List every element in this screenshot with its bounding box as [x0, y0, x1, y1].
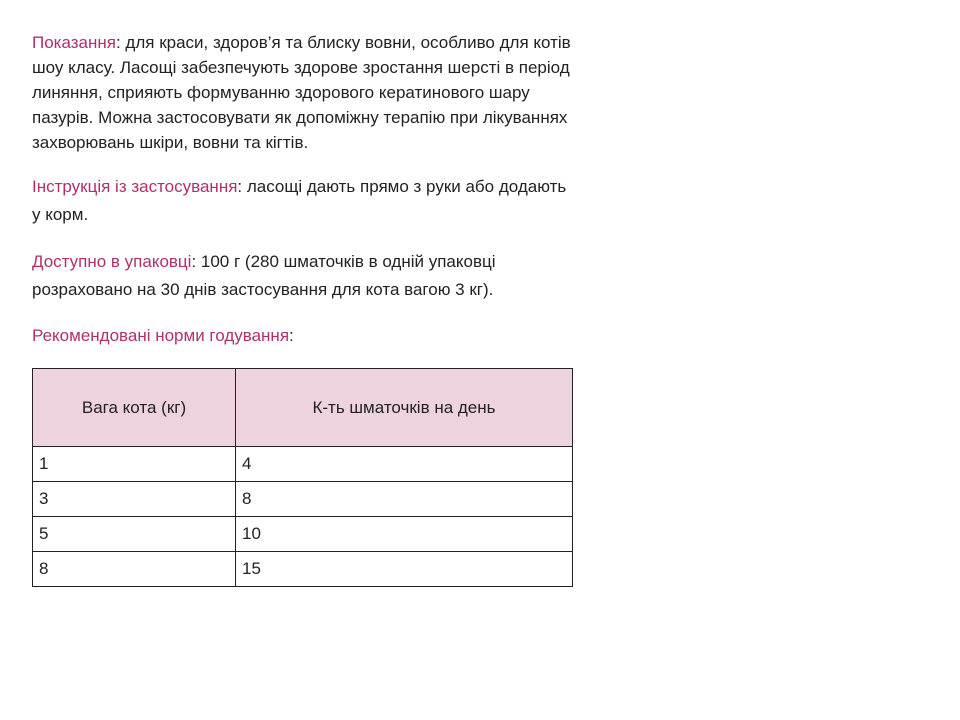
feeding-table [32, 368, 573, 587]
cell-weight: 8 [33, 552, 236, 587]
feeding-norms-label: Рекомендовані норми годування [32, 326, 290, 345]
cell-weight: 1 [33, 447, 236, 482]
product-description [32, 30, 577, 587]
table-row [33, 482, 573, 517]
package-text: : 100 г (280 шматочків в одній упаковці розраховано на 30 днів застосування для кота вагою 3 кг). [32, 252, 496, 299]
table-header-row [33, 369, 573, 447]
cell-weight: 5 [33, 517, 236, 552]
package-label: Доступно в упаковці [32, 252, 192, 271]
feeding-norms-text: : [289, 326, 294, 345]
feeding-norms-paragraph [32, 323, 577, 348]
usage-instructions-label: Інструкція із застосування [32, 177, 238, 196]
usage-instructions-text: : ласощі дають прямо з руки або додають у корм. [32, 177, 567, 224]
cell-pieces: 4 [236, 447, 573, 482]
table-row [33, 447, 573, 482]
table-row [33, 517, 573, 552]
header-pieces-per-day: К-ть шматочків на день [236, 369, 573, 447]
cell-pieces: 8 [236, 482, 573, 517]
cell-pieces: 15 [236, 552, 573, 587]
cell-pieces: 10 [236, 517, 573, 552]
usage-instructions-paragraph [32, 173, 577, 229]
indications-text: : для краси, здоров’я та блиску вовни, особливо для котів шоу класу. Ласощі забезпечують здорове зростання шерсті в період линяння, сприяють формуванню здорового кератинового шару пазурів. Можна застосовувати як допоміжну терапію при лікуваннях захворювань шкіри, вовни та кігтів. [32, 33, 571, 152]
cell-weight: 3 [33, 482, 236, 517]
package-paragraph [32, 248, 577, 304]
indications-label: Показання [32, 33, 116, 52]
indications-paragraph [32, 30, 577, 155]
header-cat-weight: Вага кота (кг) [33, 369, 236, 447]
table-row [33, 552, 573, 587]
